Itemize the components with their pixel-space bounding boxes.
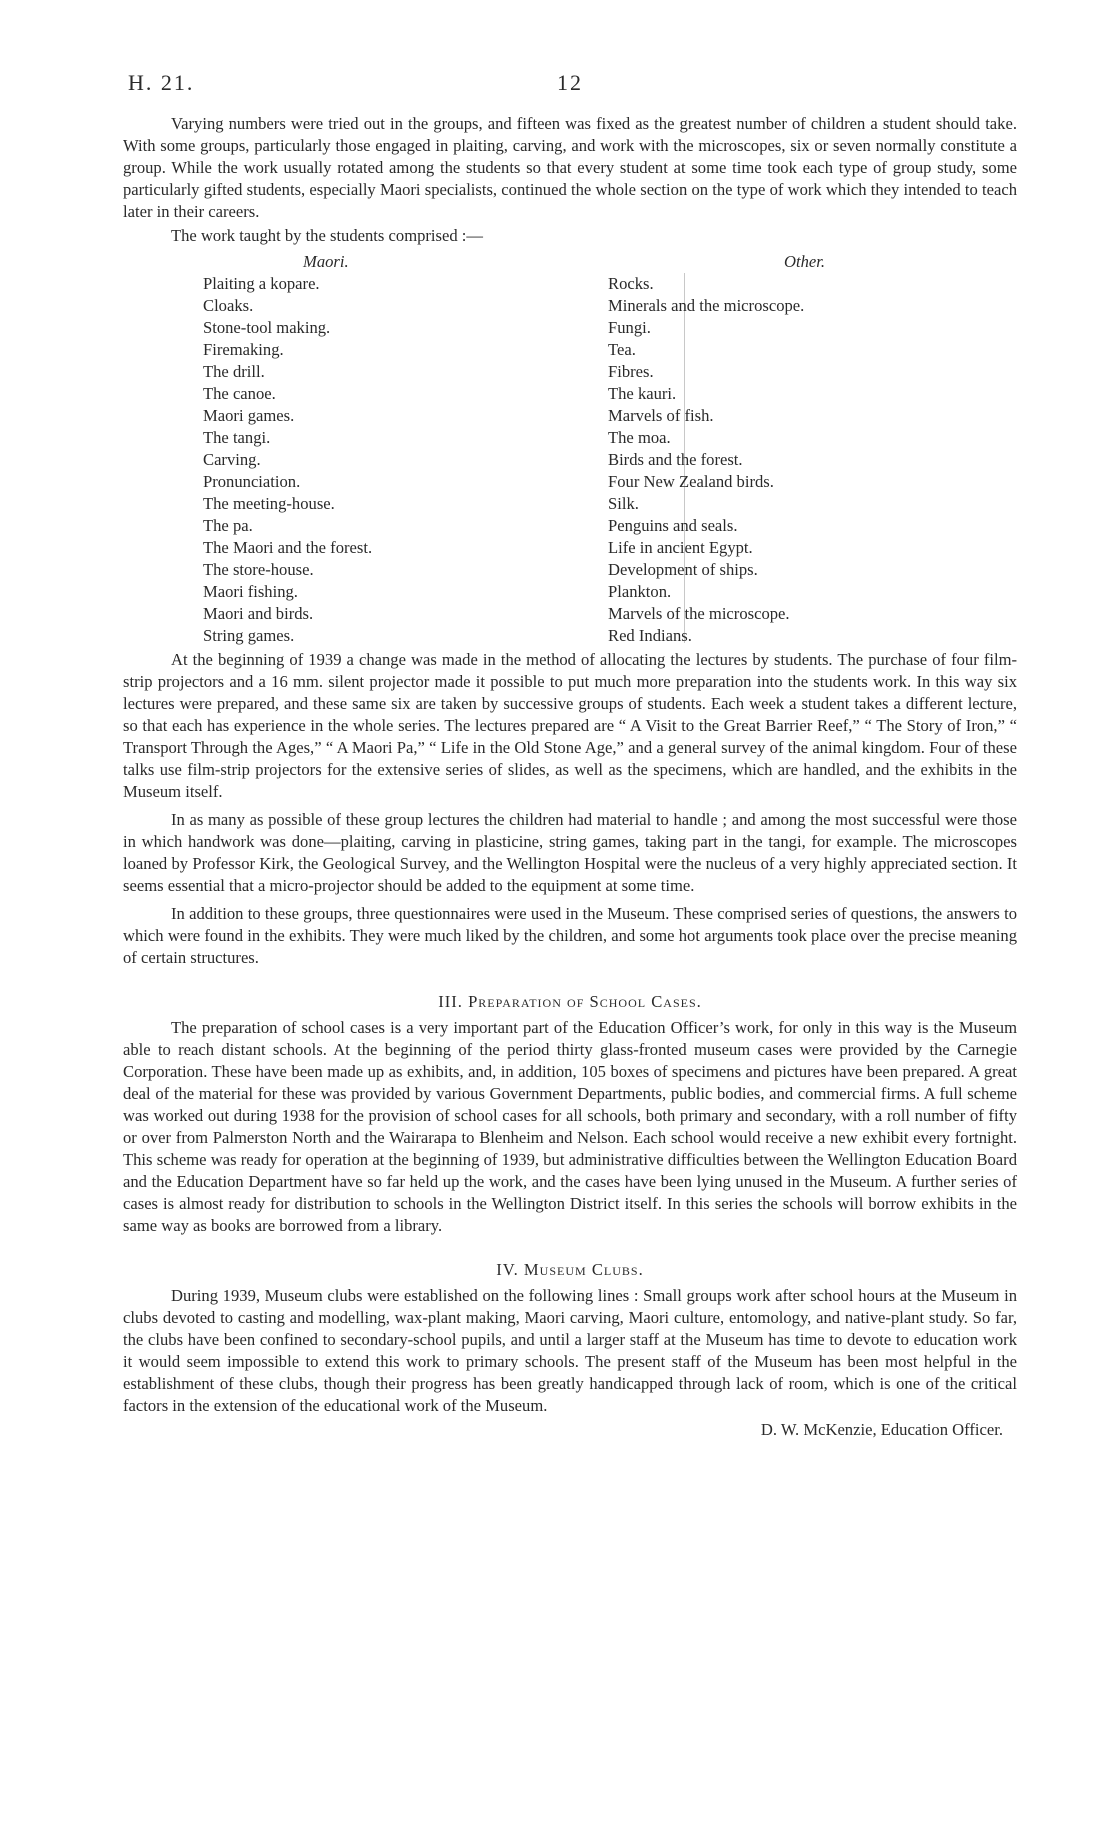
list-item: Development of ships. [608, 560, 758, 579]
list-item: The moa. [608, 428, 671, 447]
section-4-paragraph: During 1939, Museum clubs were established on the following lines : Small groups work after school hours at the Museum in clubs devoted to casting and modelling, wax-plant making, Maori carving, Maori culture, entomology, and native-plant study. So far, the clubs have been confined to secondary-school pupils, and until a larger staff at the Museum has time to devote to education work it would seem impossible to extend this work to primary schools. The present staff of the Museum has been most helpful in the establishment of these clubs, though their progress has been greatly handicapped through lack of room, which is one of the critical factors in the extension of the educational work of the Museum. [123, 1286, 1017, 1415]
list-item: Maori fishing. [203, 582, 298, 601]
list-item: The Maori and the forest. [203, 538, 373, 557]
list-item: Four New Zealand birds. [608, 472, 774, 491]
list-item: The tangi. [203, 428, 271, 447]
section-3-paragraph: The preparation of school cases is a very important part of the Education Officer’s work, for only in this way is the Museum able to reach distant schools. At the beginning of the period thirty glass-fronted museum cases were provided by the Carnegie Corporation. These have been made up as exhibits, and, in addition, 105 boxes of specimens and pictures have been prepared. A great deal of the material for these was provided by various Government Departments, public bodies, and commercial firms. A full scheme was worked out during 1938 for the provision of school cases for all schools, both primary and secondary, with a roll number of fifty or over from Palmerston North and the Wairarapa to Blenheim and Nelson. Each school would receive a new exhibit every fortnight. This scheme was ready for operation at the beginning of 1939, but administrative difficulties between the Wellington Education Board and the Education Department have so far held up the work, and the cases have been lying unused in the Museum. A further series of cases is almost ready for distribution to schools in the Wellington District itself. In this series the schools will borrow exhibits in the same way as books are borrowed from a library. [123, 1018, 1017, 1235]
signature: D. W. McKenzie, Education Officer. [760, 1420, 1003, 1439]
maori-column-heading: Maori. [303, 252, 349, 271]
list-item: Plaiting a kopare. [203, 274, 320, 293]
page-reference: H. 21. [128, 70, 195, 95]
list-item: The pa. [203, 516, 253, 535]
intro-paragraph-2: The work taught by the students comprised :— [171, 226, 483, 245]
section-4-title: IV. Museum Clubs. [496, 1260, 644, 1279]
section-museum-clubs [123, 1259, 1017, 1417]
list-item: Firemaking. [203, 340, 284, 359]
list-item: Minerals and the microscope. [608, 296, 805, 315]
list-item: Marvels of fish. [608, 406, 714, 425]
list-item: Maori and birds. [203, 604, 314, 623]
list-item: Marvels of the microscope. [608, 604, 790, 623]
list-item: Silk. [608, 494, 639, 513]
list-item: Cloaks. [203, 296, 254, 315]
page-number: 12 [557, 70, 583, 95]
list-item: Pronunciation. [203, 472, 301, 491]
list-item: Maori games. [203, 406, 295, 425]
list-item: Red Indians. [608, 626, 692, 645]
list-item: Tea. [608, 340, 636, 359]
list-item: Plankton. [608, 582, 672, 601]
list-item: Fungi. [608, 318, 651, 337]
section-school-cases [123, 991, 1017, 1237]
section-3-title: III. Preparation of School Cases. [438, 992, 702, 1011]
page-content [123, 113, 1017, 1441]
list-item: The kauri. [608, 384, 677, 403]
other-column [584, 251, 1004, 647]
list-item: Penguins and seals. [608, 516, 738, 535]
intro-paragraph-1: Varying numbers were tried out in the groups, and fifteen was fixed as the greatest number of children a student should take. With some groups, particularly those engaged in plaiting, carving, and work with the microscopes, six or seven normally constitute a group. While the work usually rotated among the students so that every student at some time took each type of group study, some particularly gifted students, especially Maori specialists, continued the whole section on the type of work which they intended to teach later in their careers. [123, 114, 1017, 221]
list-item: Fibres. [608, 362, 654, 381]
list-item: Rocks. [608, 274, 654, 293]
list-item: Carving. [203, 450, 261, 469]
other-topic-list [584, 273, 1004, 647]
list-item: The meeting-house. [203, 494, 335, 513]
other-column-heading: Other. [784, 252, 826, 271]
list-item: String games. [203, 626, 295, 645]
list-item: The drill. [203, 362, 265, 381]
list-item: Birds and the forest. [608, 450, 743, 469]
body-paragraph-lectures: At the beginning of 1939 a change was made in the method of allocating the lectures by students. The purchase of four film-strip projectors and a 16 mm. silent projector made it possible to put much more preparation into the students work. In this way six lectures were prepared, and these same six are taken by successive groups of students. Each week a student takes a different lecture, so that each has experience in the whole series. The lectures prepared are “ A Visit to the Great Barrier Reef,” “ The Story of Iron,” “ Transport Through the Ages,” “ A Maori Pa,” “ Life in the Old Stone Age,” and a general survey of the animal kingdom. Four of these talks use film-strip projectors for the extensive series of slides, as well as the specimens, which are handled, and the exhibits in the Museum itself. [123, 650, 1017, 801]
topic-columns [123, 251, 1017, 643]
maori-column [203, 251, 533, 647]
maori-topic-list [203, 273, 533, 647]
list-item: Stone-tool making. [203, 318, 331, 337]
body-paragraph-handwork: In as many as possible of these group lectures the children had material to handle ; and among the most successful were those in which handwork was done—plaiting, carving in plasticine, string games, taking part in the tangi, for example. The microscopes loaned by Professor Kirk, the Geological Survey, and the Wellington Hospital were the nucleus of a very highly appreciated section. It seems essential that a micro-projector should be added to the equipment at some time. [123, 810, 1017, 895]
list-item: The canoe. [203, 384, 276, 403]
list-item: The store-house. [203, 560, 314, 579]
list-item: Life in ancient Egypt. [608, 538, 753, 557]
body-paragraph-questionnaires: In addition to these groups, three questionnaires were used in the Museum. These comprised series of questions, the answers to which were found in the exhibits. They were much liked by the children, and some hot arguments took place over the precise meaning of certain structures. [123, 904, 1017, 967]
